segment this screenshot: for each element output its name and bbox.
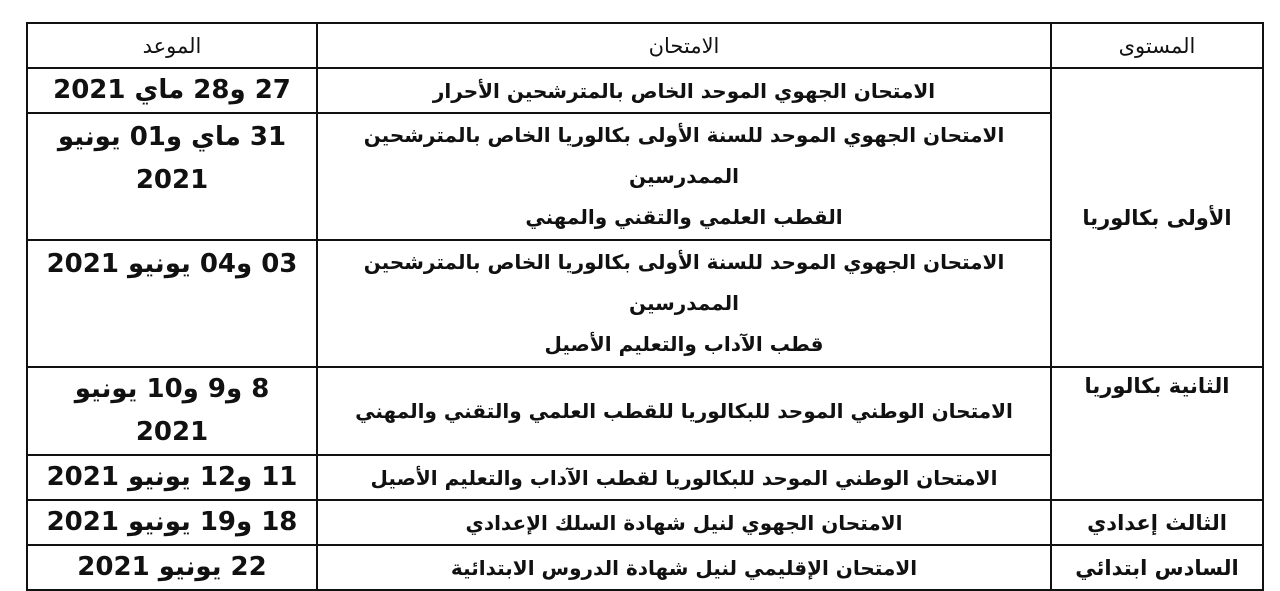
date-line: 27 و28 ماي 2021 [53,75,291,105]
level-cell-bac1: الأولى بكالوريا [1051,68,1263,367]
date-line: 18 و19 يونيو 2021 [46,507,298,537]
date-cell [27,455,317,500]
exam-cell [317,455,1051,500]
table-row [27,68,1263,113]
exam-schedule-table [26,22,1264,591]
exam-line: قطب الآداب والتعليم الأصيل [544,332,824,356]
exam-schedule-document [26,22,1262,591]
date-cell [27,68,317,113]
exam-line: الامتحان الجهوي الموحد للسنة الأولى بكالوريا الخاص بالمترشحين [363,250,1005,274]
date-cell [27,367,317,455]
table-row [27,367,1263,455]
exam-cell [317,545,1051,590]
date-line: 11 و12 يونيو 2021 [46,462,298,492]
header-date: الموعد [27,23,317,68]
exam-line: الامتحان الوطني الموحد للبكالوريا للقطب العلمي والتقني والمهني [355,399,1013,423]
date-line: 8 و9 و10 يونيو 2021 [74,374,270,447]
exam-cell [317,68,1051,113]
date-cell [27,113,317,240]
exam-cell [317,367,1051,455]
level-cell-prim6: السادس ابتدائي [1051,545,1263,590]
exam-line: الامتحان الجهوي الموحد الخاص بالمترشحين الأحرار [432,78,936,103]
exam-cell [317,240,1051,367]
date-line: 2021 [135,165,209,195]
date-line: 31 ماي و01 يونيو [57,122,287,152]
exam-line: القطب العلمي والتقني والمهني [525,205,843,229]
level-cell-prep3: الثالث إعدادي [1051,500,1263,545]
date-cell [27,545,317,590]
date-line: 03 و04 يونيو 2021 [46,249,298,279]
exam-line: الامتحان الإقليمي لنيل شهادة الدروس الابتدائية [450,555,918,580]
exam-cell [317,113,1051,240]
header-exam: الامتحان [317,23,1051,68]
date-line: 22 يونيو 2021 [77,552,267,582]
date-cell [27,500,317,545]
exam-line: الامتحان الجهوي لنيل شهادة السلك الإعدادي [465,510,903,535]
exam-line: الممدرسين [628,164,740,188]
exam-line: الممدرسين [628,291,740,315]
exam-cell [317,500,1051,545]
exam-line: الامتحان الجهوي الموحد للسنة الأولى بكالوريا الخاص بالمترشحين [363,123,1005,147]
level-cell-bac2: الثانية بكالوريا [1051,367,1263,500]
table-row [27,500,1263,545]
table-row [27,545,1263,590]
table-header-row [27,23,1263,68]
date-cell [27,240,317,367]
exam-line: الامتحان الوطني الموحد للبكالوريا لقطب الآداب والتعليم الأصيل [370,465,998,490]
header-level: المستوى [1051,23,1263,68]
